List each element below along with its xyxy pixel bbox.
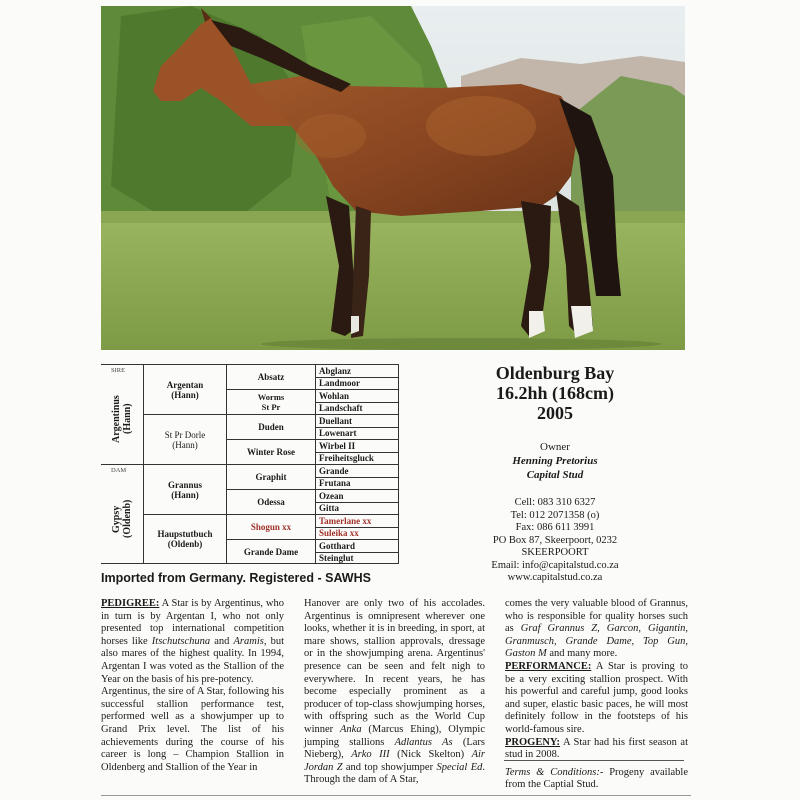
contact-po: PO Box 87, Skeerpoort, 0232 [492,534,618,546]
dam-tag: DAM [111,467,127,474]
col2-h: Air Jordan Z [304,749,485,773]
pedigree-text-e: , but also mares of the highest quality. In 1994, Argentan I was voted as the Stallion of the Year on the basis of his pre-potency. [101,635,284,685]
pedigree-heading: PEDIGREE: [101,598,160,609]
owner-stud: Capital Stud [526,469,584,481]
pedigree-text-c: and [210,635,234,647]
dam-name: Gypsy (Oldenb) [111,499,133,539]
gen2-3: Haupstutbuch (Oldenb) [157,529,213,549]
col2-e: (Lars Nieberg), [304,736,485,761]
col3-b: Graf Grannus Z, Garcon, Gigantin, Granmusch, Grande Dame, Top Gun, Gaston M [505,623,688,660]
col2-g: (Nick Skelton) [389,749,472,761]
terms-text: - Progeny available from the Captial Stud. [505,766,688,791]
terms-divider [504,760,684,761]
gen4-9: Frutana [319,478,351,489]
contact-cell: Cell: 083 310 6327 [514,497,596,508]
col2-f: Arko III [351,749,390,761]
contact-tel: Tel: 012 2071358 (o) [510,509,600,521]
pedigree-text-b: Itschutschuna [151,635,211,647]
gen3-5: Odessa [257,497,285,507]
gen4-10: Ozean [319,490,344,501]
gen4-7: Freiheitsgluck [319,453,374,464]
title-height: 16.2hh (168cm) [496,383,614,403]
col2-k: . Through the dam of A Star, [304,761,485,786]
gen4-4: Duellant [319,415,353,426]
gen4-5: Lowenart [319,428,357,439]
horse-illustration [101,6,685,350]
gen2-2: Grannus (Hann) [167,479,202,500]
gen4-14: Gotthard [319,540,355,551]
horse-title [470,363,640,423]
contact-fax: Fax: 086 611 3991 [515,522,595,533]
gen4-13: Suleika xx [319,528,359,539]
gen4-6: Wirbel II [319,440,356,451]
col2-c: (Marcus Ehing), Olympic jumping stallions [304,723,485,748]
col3-c: and many more. [546,648,618,660]
gen4-3: Landschaft [319,403,363,414]
owner-name: Henning Pretorius [512,455,598,467]
gen2-1: St Pr Dorle (Hann) [164,429,206,450]
terms-heading: Terms & Conditions: [505,766,600,778]
text-column-2 [304,598,485,787]
gen4-11: Gitta [319,503,339,514]
pedigree-paragraph-2: Argentinus, the sire of A Star, following his successful stallion performance test, performed well as a showjumper up to Grand Prix level. The list of his achievements during the course of his career is long – Champion Stallion in Oldenberg and Stallion of the Year in [101,686,284,773]
pedigree-text-d: Aramis [233,635,264,647]
title-year: 2005 [537,403,573,423]
gen3-3: Winter Rose [247,447,295,457]
gen3-2: Duden [258,422,284,432]
sire-tag: SIRE [111,367,126,374]
gen3-1: Worms St Pr [257,392,285,412]
bottom-divider [101,795,691,796]
progeny-text: A Star had his first season at stud in 2008. [505,736,688,761]
col2-i: and top showjumper [342,761,437,773]
imported-line: Imported from Germany. Registered - SAWHS [101,571,371,585]
gen3-0: Absatz [257,372,285,382]
performance-text: A Star is proving to be a very exciting stallion prospect. With his powerful and careful jump, good looks and super, elastic basic paces, he will most definitely follow in the footsteps of his world-famous sire. [505,660,688,735]
gen3-7: Grande Dame [243,546,299,557]
title-breed: Oldenburg Bay [495,363,615,383]
owner-label: Owner [540,441,570,453]
contact-block [470,497,640,585]
pedigree-table [101,364,399,564]
gen4-0: Abglanz [319,365,352,376]
pedigree-text-a: A Star is by Argentinus, who in turn is by Argentan I, who not only presented top international competition horses like [101,598,284,647]
col2-d: Adlantus As [394,736,453,748]
col2-b: Anka [340,723,362,735]
gen4-12: Tamerlane xx [319,515,372,526]
owner-block [470,440,640,482]
sire-name: Argentinus (Hann) [111,395,133,443]
text-column-3 [505,598,688,792]
gen3-4: Graphit [255,472,287,482]
col2-a: Hanover are only two of his accolades. Argentinus is omnipresent wherever one looks, whether it is in breeding, in sport, at mare shows, stallion approvals, dressage or in the showjumping arena. Argentinus' presence can be seen and felt nigh to everywhere. In recent years, he has become especially prominent as a producer of top-class showjumping horses, with offspring such as the World Cup winner [304,598,485,735]
contact-town: SKEERPOORT [521,547,589,558]
col3-a: comes the very valuable blood of Grannus, who is responsible for quality horses such as [505,598,688,635]
gen4-1: Landmoor [319,378,361,389]
progeny-heading: PROGENY: [505,736,561,748]
contact-email[interactable]: Email: info@capitalstud.co.za [491,559,619,571]
contact-web[interactable]: www.capitalstud.co.za [507,572,603,583]
gen4-8: Grande [319,465,349,476]
performance-heading: PERFORMANCE: [505,660,592,672]
gen2-0: Argentan (Hann) [166,379,204,400]
gen3-6: Shogun xx [250,522,292,532]
text-column-1 [101,598,284,774]
horse-photo [101,6,685,350]
gen4-2: Wohlan [319,390,350,401]
gen4-15: Steinglut [319,553,354,563]
col2-j: Special Ed [436,761,483,773]
